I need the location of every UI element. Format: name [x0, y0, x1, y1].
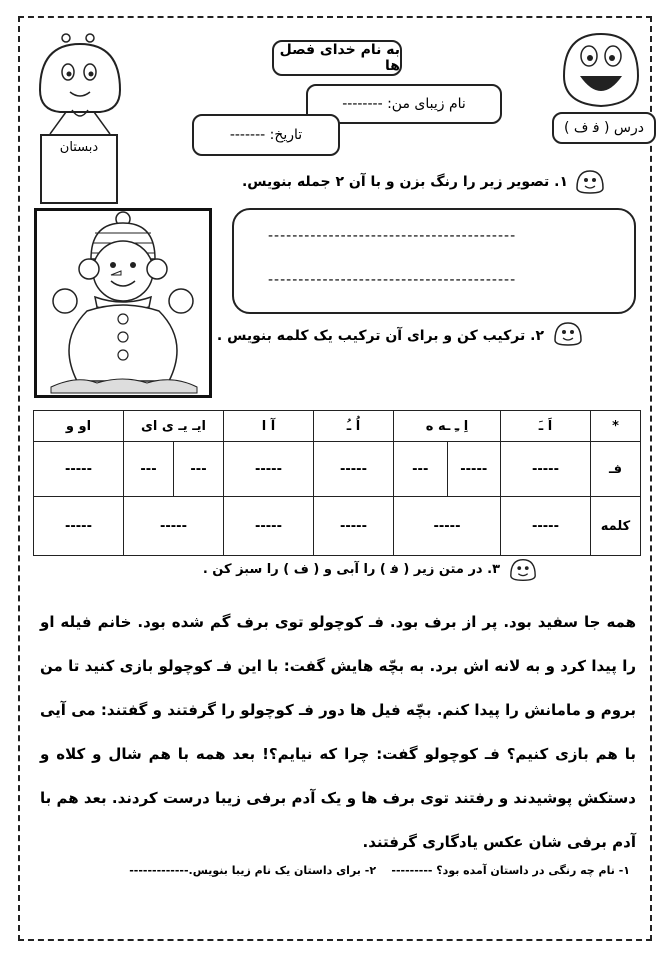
row-label-word: کلمه [591, 497, 641, 556]
footer-questions [40, 864, 630, 877]
footer-question-1[interactable]: ۱- نام چه رنگی در داستان آمده بود؟ --------- [391, 864, 630, 877]
table-header-cell: ایـ یـ ی ای [124, 411, 224, 442]
table-blank-cell[interactable]: ----- [224, 442, 314, 497]
table-split-cell [394, 442, 501, 497]
table-blank-cell[interactable]: ----- [224, 497, 314, 556]
table-header-cell: او و [34, 411, 124, 442]
table-row-word [34, 497, 641, 556]
left-mascot-icon [30, 30, 130, 140]
snowman-picture-frame [34, 208, 212, 398]
table-header-cell: اَ ـَ [501, 411, 591, 442]
question1-text: ۱. تصویر زیر را رنگ بزن و با آن ۲ جمله بنویس. [241, 174, 568, 190]
table-blank-cell[interactable]: ----- [34, 497, 124, 556]
footer-question-2[interactable]: ۲- برای داستان یک نام زیبا بنویس.------------- [129, 864, 377, 877]
table-blank-cell[interactable]: ----- [314, 497, 394, 556]
table-header-cell: آ ا [224, 411, 314, 442]
question3-text: ۳. در متن زیر ( ﻓ ) را آبی و ( ف ) را سبز کن . [202, 562, 500, 577]
table-header-row [34, 411, 641, 442]
answer-line-2[interactable]: ----------------------------------------- [268, 272, 517, 288]
combination-table [33, 410, 641, 556]
table-header-cell: اُ ـُ [314, 411, 394, 442]
table-blank-cell[interactable]: ----- [124, 497, 224, 556]
answer-line-1[interactable]: ----------------------------------------- [268, 228, 517, 244]
question2-mascot-icon [552, 320, 584, 348]
answer-box[interactable] [232, 208, 636, 314]
table-blank-cell[interactable]: --- [140, 461, 157, 477]
table-blank-cell[interactable]: ----- [447, 442, 501, 496]
snowman-icon [37, 211, 209, 395]
table-blank-cell[interactable]: ----- [501, 497, 591, 556]
table-split-cell [124, 442, 224, 497]
lesson-label: درس ( ﻓ ف ) [552, 112, 656, 144]
story-paragraph: همه جا سفید بود. پر از برف بود. فـ کوچولو توی برف گم شده بود. خانم فیله او را پیدا کرد و به لانه اش برد. به بچّه هایش گفت: با این فـ کوچولو بازی کنید تا من بروم و مامانش را پیدا کنم. بچّه فیل ها دور فـ کوچولو را گرفتند و گفتند: می آیی با هم بازی کنیم؟ فـ کوچولو گفت: چرا که نیایم؟! بعد همه با هم شال و کلاه و دستکش پوشیدند و رفتند توی برف ها و یک آدم برفی زیبا درست کردند. بعد هم با آدم برفی شان عکس یادگاری گرفتند. [40, 613, 636, 851]
table-blank-cell[interactable]: --- [412, 461, 429, 477]
table-blank-cell[interactable]: ----- [34, 442, 124, 497]
table-row-fe [34, 442, 641, 497]
date-field[interactable]: تاریخ: ------- [192, 114, 340, 156]
table-blank-cell[interactable]: ----- [501, 442, 591, 497]
right-mascot-icon [556, 26, 646, 116]
table-blank-cell[interactable]: ----- [394, 497, 501, 556]
table-header-cell: * [591, 411, 641, 442]
school-sign: دبستان [40, 134, 118, 204]
table-blank-cell[interactable]: --- [173, 442, 223, 496]
name-field[interactable]: نام زیبای من: -------- [306, 84, 502, 124]
page-title: به نام خدای فصل ها [272, 40, 402, 76]
question1-mascot-icon [574, 168, 606, 196]
story-text [40, 600, 636, 864]
table-header-cell: اِ ـِ ـه ه [394, 411, 501, 442]
question3-mascot-icon [508, 556, 538, 584]
table-blank-cell[interactable]: ----- [314, 442, 394, 497]
row-label-fe: فـ [591, 442, 641, 497]
question2-text: ۲. ترکیب کن و برای آن ترکیب یک کلمه بنویس . [216, 328, 544, 344]
